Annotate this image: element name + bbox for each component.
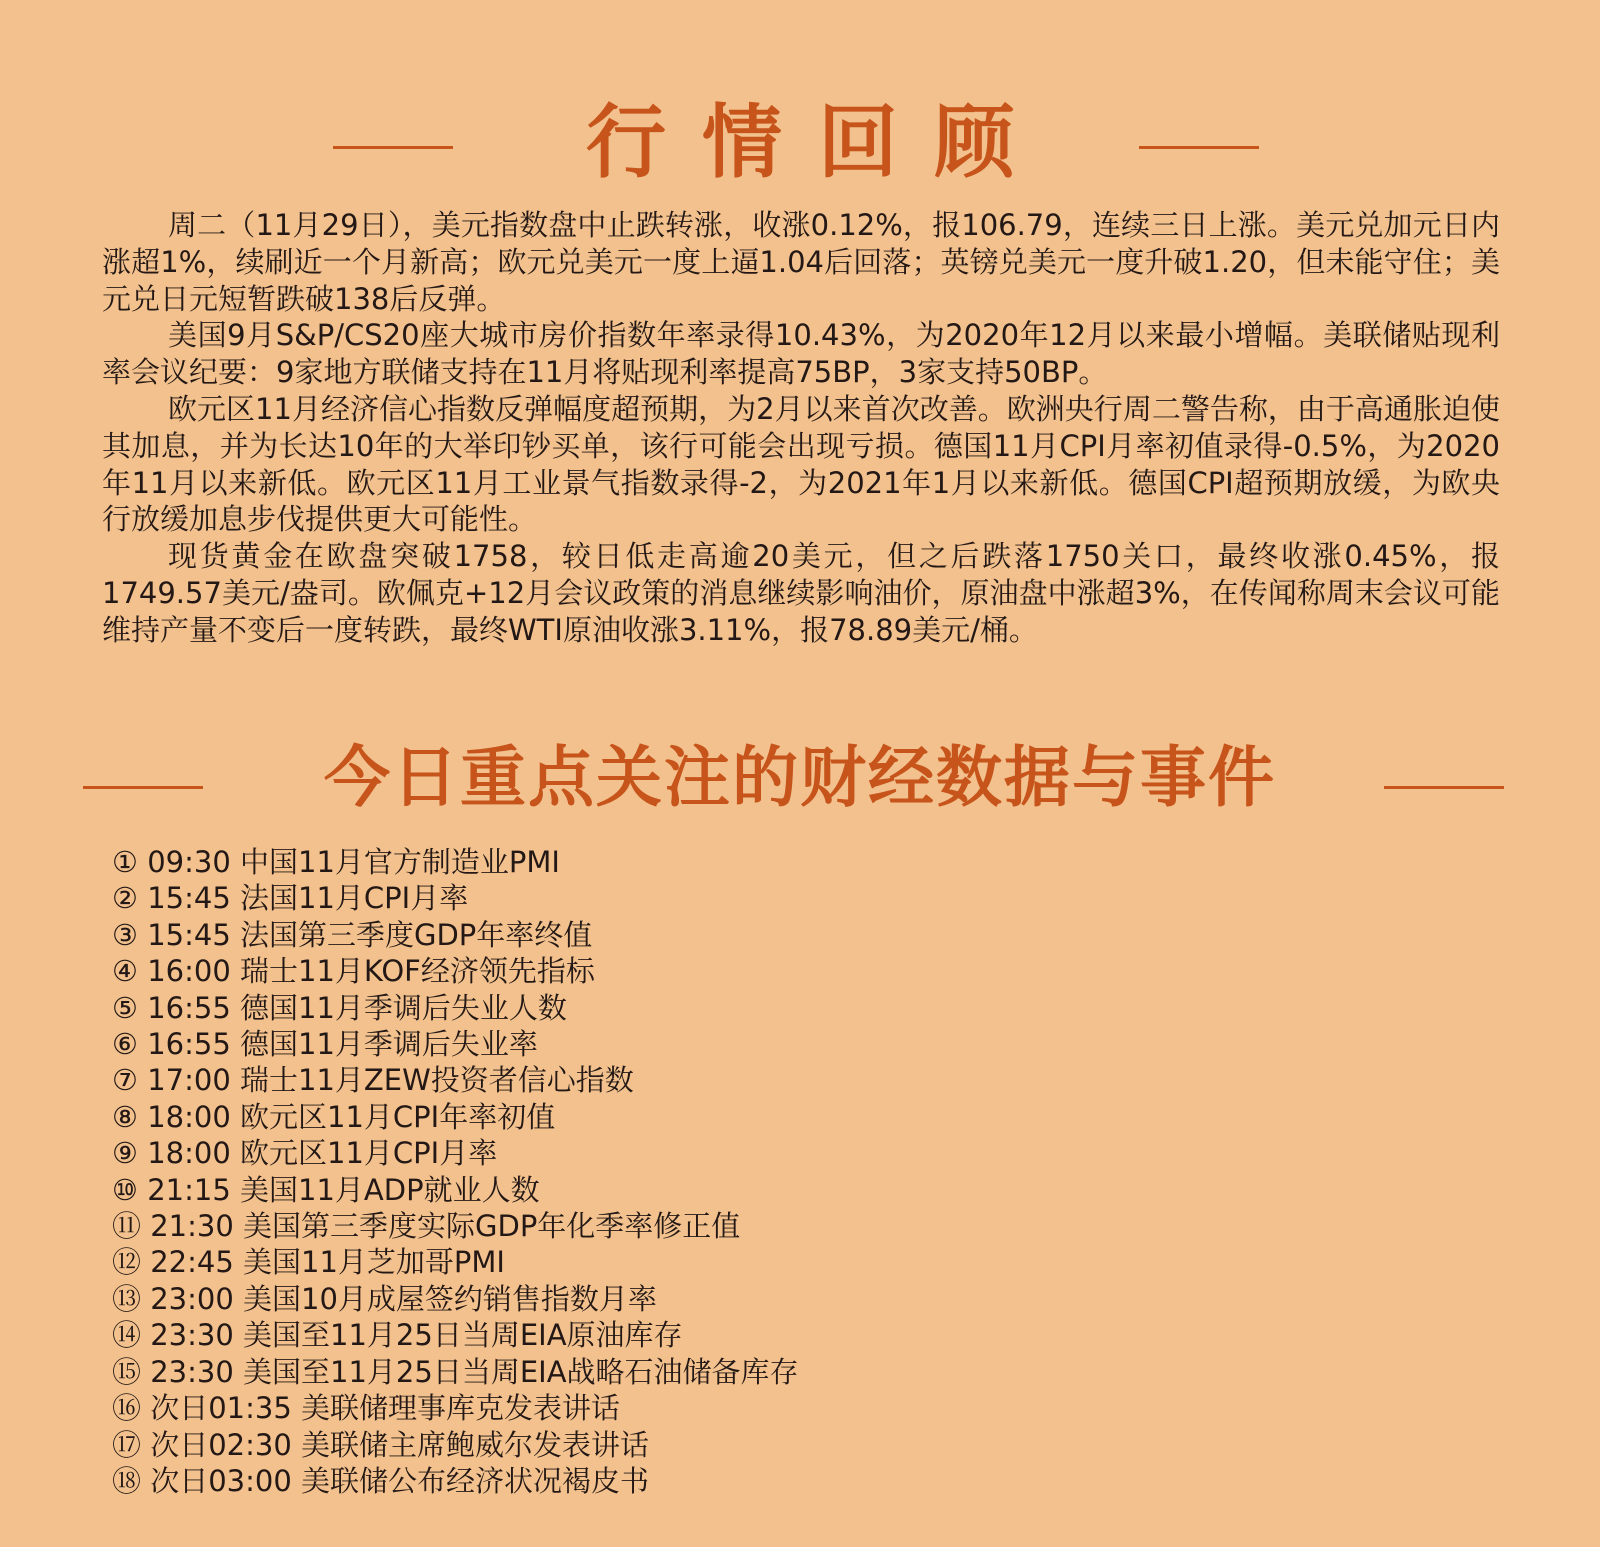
event-item: ⑧ 18:00 欧元区11月CPI年率初值 bbox=[112, 1099, 556, 1134]
event-item: ⑪ 21:30 美国第三季度实际GDP年化季率修正值 bbox=[112, 1209, 741, 1244]
event-item: ② 15:45 法国11月CPI月率 bbox=[112, 881, 469, 916]
event-item: ⑱ 次日03:00 美联储公布经济状况褐皮书 bbox=[112, 1463, 650, 1498]
events-list bbox=[112, 844, 799, 1499]
event-item: ⑩ 21:15 美国11月ADP就业人数 bbox=[112, 1172, 540, 1207]
event-item: ⑤ 16:55 德国11月季调后失业人数 bbox=[112, 990, 567, 1025]
events-rule-right bbox=[1384, 786, 1504, 789]
event-item: ⑰ 次日02:30 美联储主席鲍威尔发表讲话 bbox=[112, 1427, 650, 1462]
review-body bbox=[102, 207, 1500, 649]
event-item: ⑮ 23:30 美国至11月25日当周EIA战略石油储备库存 bbox=[112, 1354, 799, 1389]
event-item: ⑥ 16:55 德国11月季调后失业率 bbox=[112, 1027, 538, 1062]
event-item: ⑨ 18:00 欧元区11月CPI月率 bbox=[112, 1136, 498, 1171]
event-item: ③ 15:45 法国第三季度GDP年率终值 bbox=[112, 917, 593, 952]
event-item: ⑬ 23:00 美国10月成屋签约销售指数月率 bbox=[112, 1281, 657, 1316]
review-paragraph: 周二（11月29日），美元指数盘中止跌转涨，收涨0.12%，报106.79，连续三日上涨。美元兑加元日内涨超1%，续刷近一个月新高；欧元兑美元一度上逼1.04后回落；英镑兑美元一度升破1.20，但未能守住；美元兑日元短暂跌破138后反弹。 bbox=[102, 208, 1500, 316]
event-item: ④ 16:00 瑞士11月KOF经济领先指标 bbox=[112, 954, 595, 989]
review-paragraph: 现货黄金在欧盘突破1758，较日低走高逾20美元，但之后跌落1750关口，最终收涨0.45%，报1749.57美元/盎司。欧佩克+12月会议政策的消息继续影响油价，原油盘中涨超3%，在传闻称周末会议可能维持产量不变后一度转跌，最终WTI原油收涨3.11%，报78.89美元/桶。 bbox=[102, 539, 1500, 647]
review-title: 行情回顾 bbox=[586, 96, 1050, 189]
review-paragraph: 美国9月S&P/CS20座大城市房价指数年率录得10.43%，为2020年12月以来最小增幅。美联储贴现利率会议纪要：9家地方联储支持在11月将贴现利率提高75BP，3家支持50BP。 bbox=[102, 318, 1500, 390]
event-item: ⑫ 22:45 美国11月芝加哥PMI bbox=[112, 1245, 505, 1280]
review-paragraph: 欧元区11月经济信心指数反弹幅度超预期，为2月以来首次改善。欧洲央行周二警告称，由于高通胀迫使其加息，并为长达10年的大举印钞买单，该行可能会出现亏损。德国11月CPI月率初值录得-0.5%，为2020年11月以来新低。欧元区11月工业景气指数录得-2，为2021年1月以来新低。德国CPI超预期放缓，为欧央行放缓加息步伐提供更大可能性。 bbox=[102, 391, 1500, 537]
event-item: ⑯ 次日01:35 美联储理事库克发表讲话 bbox=[112, 1391, 621, 1426]
event-item: ⑭ 23:30 美国至11月25日当周EIA原油库存 bbox=[112, 1318, 683, 1353]
review-rule-right bbox=[1139, 146, 1259, 149]
event-item: ① 09:30 中国11月官方制造业PMI bbox=[112, 845, 560, 879]
event-item: ⑦ 17:00 瑞士11月ZEW投资者信心指数 bbox=[112, 1063, 634, 1098]
events-title: 今日重点关注的财经数据与事件 bbox=[324, 739, 1276, 816]
